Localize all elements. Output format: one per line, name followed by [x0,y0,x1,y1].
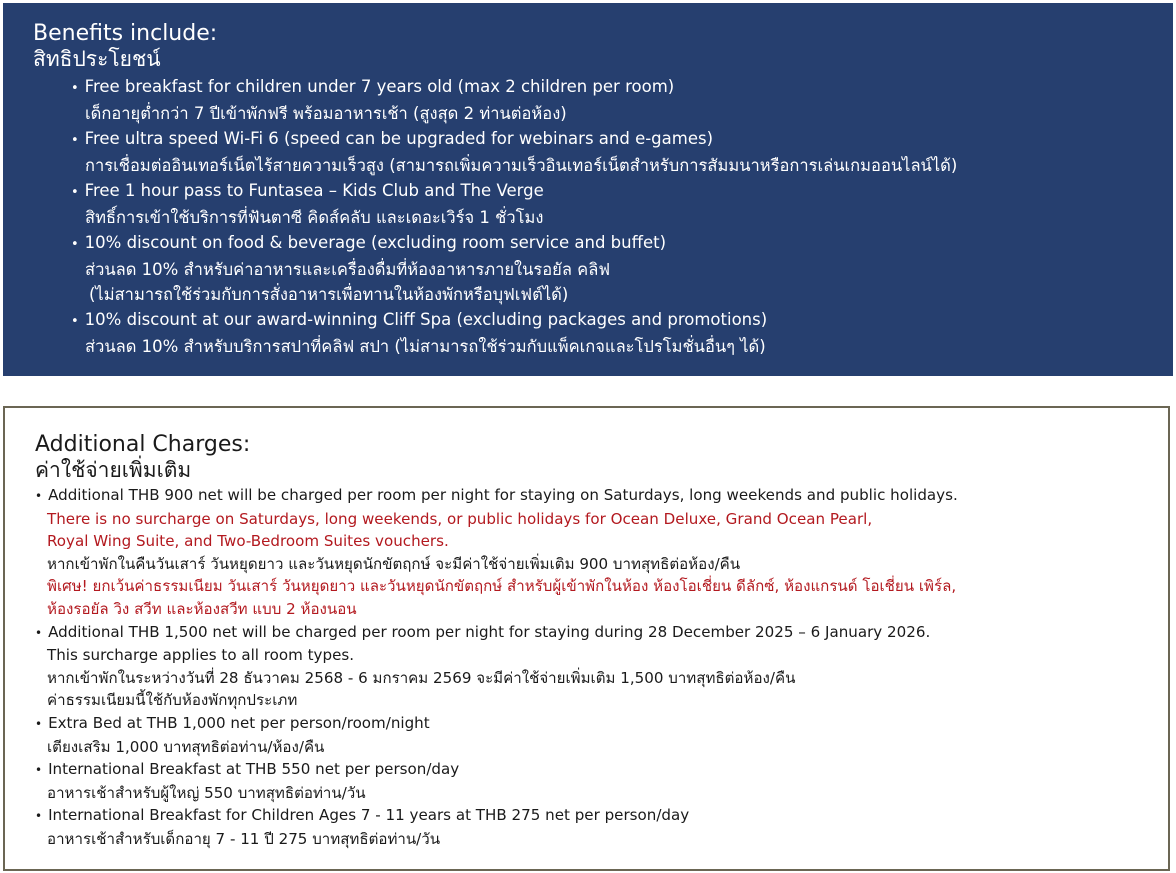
charge-line-th: หากเข้าพักในระหว่างวันที่ 28 ธันวาคม 2568 - 6 มกราคม 2569 จะมีค่าใช้จ่ายเพิ่มเติม 1,500 บาทสุทธิต่อห้อง/คืน [47,668,796,687]
charge-item [35,484,1168,621]
benefit-item [71,126,1173,178]
charge-item [35,712,1168,758]
charge-item [35,758,1168,804]
benefit-text-th: ส่วนลด 10% สำหรับค่าอาหารและเครื่องดื่มที่ห้องอาหารภายในรอยัล คลิฟ [85,260,611,279]
benefit-text-en: • Free ultra speed Wi-Fi 6 (speed can be upgraded for webinars and e-games) [71,129,713,148]
charge-line: • International Breakfast at THB 550 net per person/day [35,758,1168,782]
charge-line-th: ค่าธรรมเนียมนี้ใช้กับห้องพักทุกประเภท [47,691,298,710]
benefits-title-th: สิทธิประโยชน์ [33,47,161,71]
charge-item [35,804,1168,850]
charge-line-th: เตียงเสริม 1,000 บาทสุทธิต่อท่าน/ห้อง/คืน [47,737,325,756]
charge-exemption-note-th: ห้องรอยัล วิง สวีท และห้องสวีท แบบ 2 ห้องนอน [47,599,357,618]
benefits-list [33,74,1173,359]
benefits-title-en: Benefits include: [33,21,218,46]
charge-line: • International Breakfast for Children Ages 7 - 11 years at THB 275 net per person/day [35,804,1168,828]
benefit-text-th: ส่วนลด 10% สำหรับบริการสปาที่คลิฟ สปา (ไม่สามารถใช้ร่วมกับแพ็คเกจและโปรโมชั่นอื่นๆ ได้) [85,337,766,356]
charge-line-th: อาหารเช้าสำหรับเด็กอายุ 7 - 11 ปี 275 บาทสุทธิต่อท่าน/วัน [47,829,441,848]
benefit-item [71,230,1173,307]
benefits-panel [3,3,1173,376]
charge-item [35,621,1168,712]
benefit-text-en: • 10% discount at our award-winning Cliff Spa (excluding packages and promotions) [71,310,767,329]
charge-line: • Additional THB 1,500 net will be charged per room per night for staying during 28 December 2025 – 6 January 2026. [35,621,1168,645]
charge-line: • Extra Bed at THB 1,000 net per person/room/night [35,712,1168,736]
charges-title-en: Additional Charges: [35,432,251,457]
charge-line: This surcharge applies to all room types. [47,646,355,665]
benefit-text-en: • 10% discount on food & beverage (excluding room service and buffet) [71,233,666,252]
benefit-item [71,307,1173,359]
benefit-item [71,74,1173,126]
benefit-text-th: สิทธิ์การเข้าใช้บริการที่ฟันตาซี คิดส์คลับ และเดอะเวิร์จ 1 ชั่วโมง [85,208,544,227]
charges-list [35,484,1168,851]
charge-line-th: อาหารเช้าสำหรับผู้ใหญ่ 550 บาทสุทธิต่อท่าน/วัน [47,783,366,802]
charge-line: • Additional THB 900 net will be charged per room per night for staying on Saturdays, long weekends and public holidays. [35,484,1168,508]
benefit-text-th-note: (ไม่สามารถใช้ร่วมกับการสั่งอาหารเพื่อทานในห้องพักหรือบุฟเฟต์ได้) [89,285,569,304]
charge-exemption-note-th: พิเศษ! ยกเว้นค่าธรรมเนียม วันเสาร์ วันหยุดยาว และวันหยุดนักขัตฤกษ์ สำหรับผู้เข้าพักในห้อง ห้องโอเชี่ยน ดีลักซ์, ห้องแกรนด์ โอเชี่ยน เพิร์ล, [47,577,957,596]
charge-exemption-note: Royal Wing Suite, and Two-Bedroom Suites vouchers. [47,532,449,551]
benefit-text-en: • Free breakfast for children under 7 years old (max 2 children per room) [71,77,674,96]
additional-charges-panel [3,406,1170,871]
benefit-text-th: เด็กอายุต่ำกว่า 7 ปีเข้าพักฟรี พร้อมอาหารเช้า (สูงสุด 2 ท่านต่อห้อง) [85,104,567,123]
benefit-item [71,178,1173,230]
benefit-text-th: การเชื่อมต่ออินเทอร์เน็ตไร้สายความเร็วสูง (สามารถเพิ่มความเร็วอินเทอร์เน็ตสำหรับการสัมมนาหรือการเล่นเกมออนไลน์ได้) [85,156,958,175]
charge-line-th: หากเข้าพักในคืนวันเสาร์ วันหยุดยาว และวันหยุดนักขัตฤกษ์ จะมีค่าใช้จ่ายเพิ่มเติม 900 บาทสุทธิต่อห้อง/คืน [47,554,741,573]
charges-title-th: ค่าใช้จ่ายเพิ่มเติม [35,458,192,482]
charge-exemption-note: There is no surcharge on Saturdays, long weekends, or public holidays for Ocean Deluxe, Grand Ocean Pearl, [47,509,873,528]
benefit-text-en: • Free 1 hour pass to Funtasea – Kids Club and The Verge [71,181,544,200]
